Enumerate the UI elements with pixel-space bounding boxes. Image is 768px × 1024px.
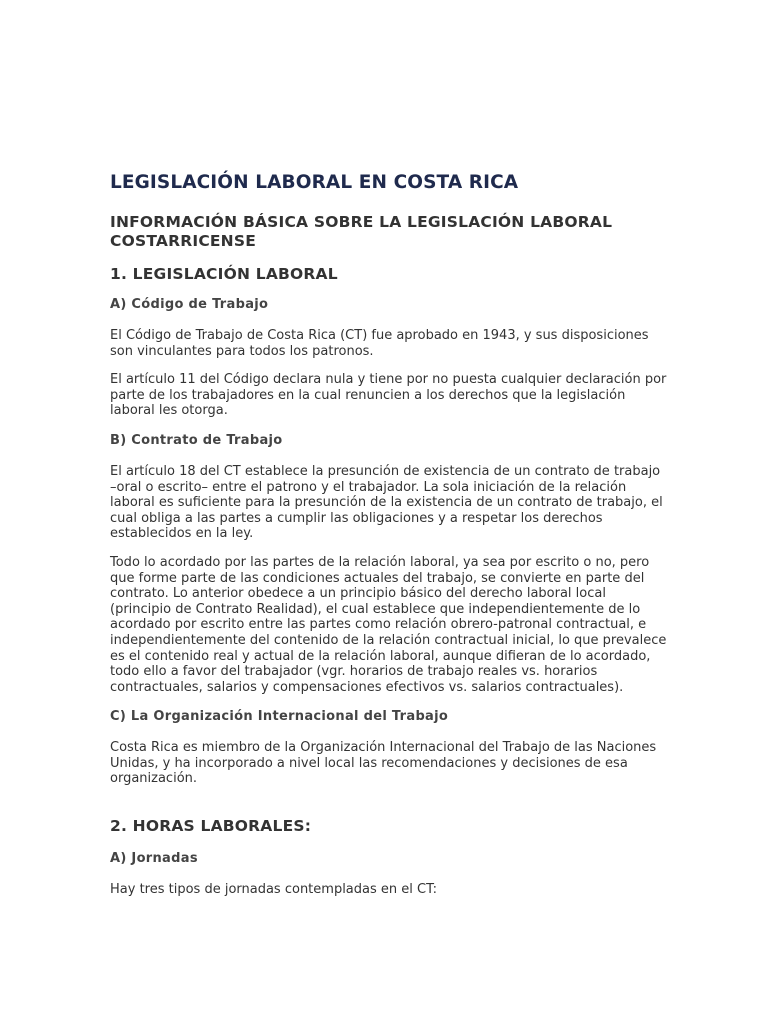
paragraph: El artículo 18 del CT establece la presunción de existencia de un contrato de trabajo –oral o escrito– entre el patrono y el trabajador. La sola iniciación de la relación laboral es suficiente para la presunción de la existencia de un contrato de trabajo, el cual obliga a las partes a cumplir las obligaciones y a respetar los derechos establecidos en la ley. [110,463,663,542]
section-heading-horas-laborales: 2. HORAS LABORALES: [110,817,312,836]
paragraph: Costa Rica es miembro de la Organización Internacional del Trabajo de las Naciones Unidas, y ha incorporado a nivel local las recomendaciones y decisiones de esa organización. [110,740,657,787]
paragraph: Hay tres tipos de jornadas contempladas en el CT: [110,882,437,898]
document-content [110,170,670,911]
subsection-heading-contrato-de-trabajo: B) Contrato de Trabajo [110,432,283,448]
document-title: LEGISLACIÓN LABORAL EN COSTA RICA [110,172,519,193]
paragraph: El artículo 11 del Código declara nula y tiene por no puesta cualquier declaración por parte de los trabajadores en la cual renuncien a los derechos que la legislación laboral les otorga. [110,372,667,419]
subsection-heading-jornadas: A) Jornadas [110,851,198,867]
document-subtitle: INFORMACIÓN BÁSICA SOBRE LA LEGISLACIÓN LABORAL COSTARRICENSE [110,213,613,250]
paragraph: El Código de Trabajo de Costa Rica (CT) fue aprobado en 1943, y sus disposiciones son vinculantes para todos los patronos. [110,328,649,359]
section-heading-legislacion-laboral: 1. LEGISLACIÓN LABORAL [110,265,338,283]
subsection-heading-oit: C) La Organización Internacional del Trabajo [110,709,449,725]
subsection-heading-codigo-de-trabajo: A) Código de Trabajo [110,297,269,312]
paragraph: Todo lo acordado por las partes de la relación laboral, ya sea por escrito o no, pero que forme parte de las condiciones actuales del trabajo, se convierte en parte del contrato. Lo anterior obedece a un principio básico del derecho laboral local (principio de Contrato Realidad), el cual establece que independientemente de lo acordado por escrito entre las partes como relación obrero-patronal contractual, e independientemente del contenido de la relación contractual inicial, lo que prevalece es el contenido real y actual de la relación laboral, aunque difieran de lo acordado, todo ello a favor del trabajador (vgr. horarios de trabajo reales vs. horarios contractuales, salarios y compensaciones efectivos vs. salarios contractuales). [110,554,667,695]
